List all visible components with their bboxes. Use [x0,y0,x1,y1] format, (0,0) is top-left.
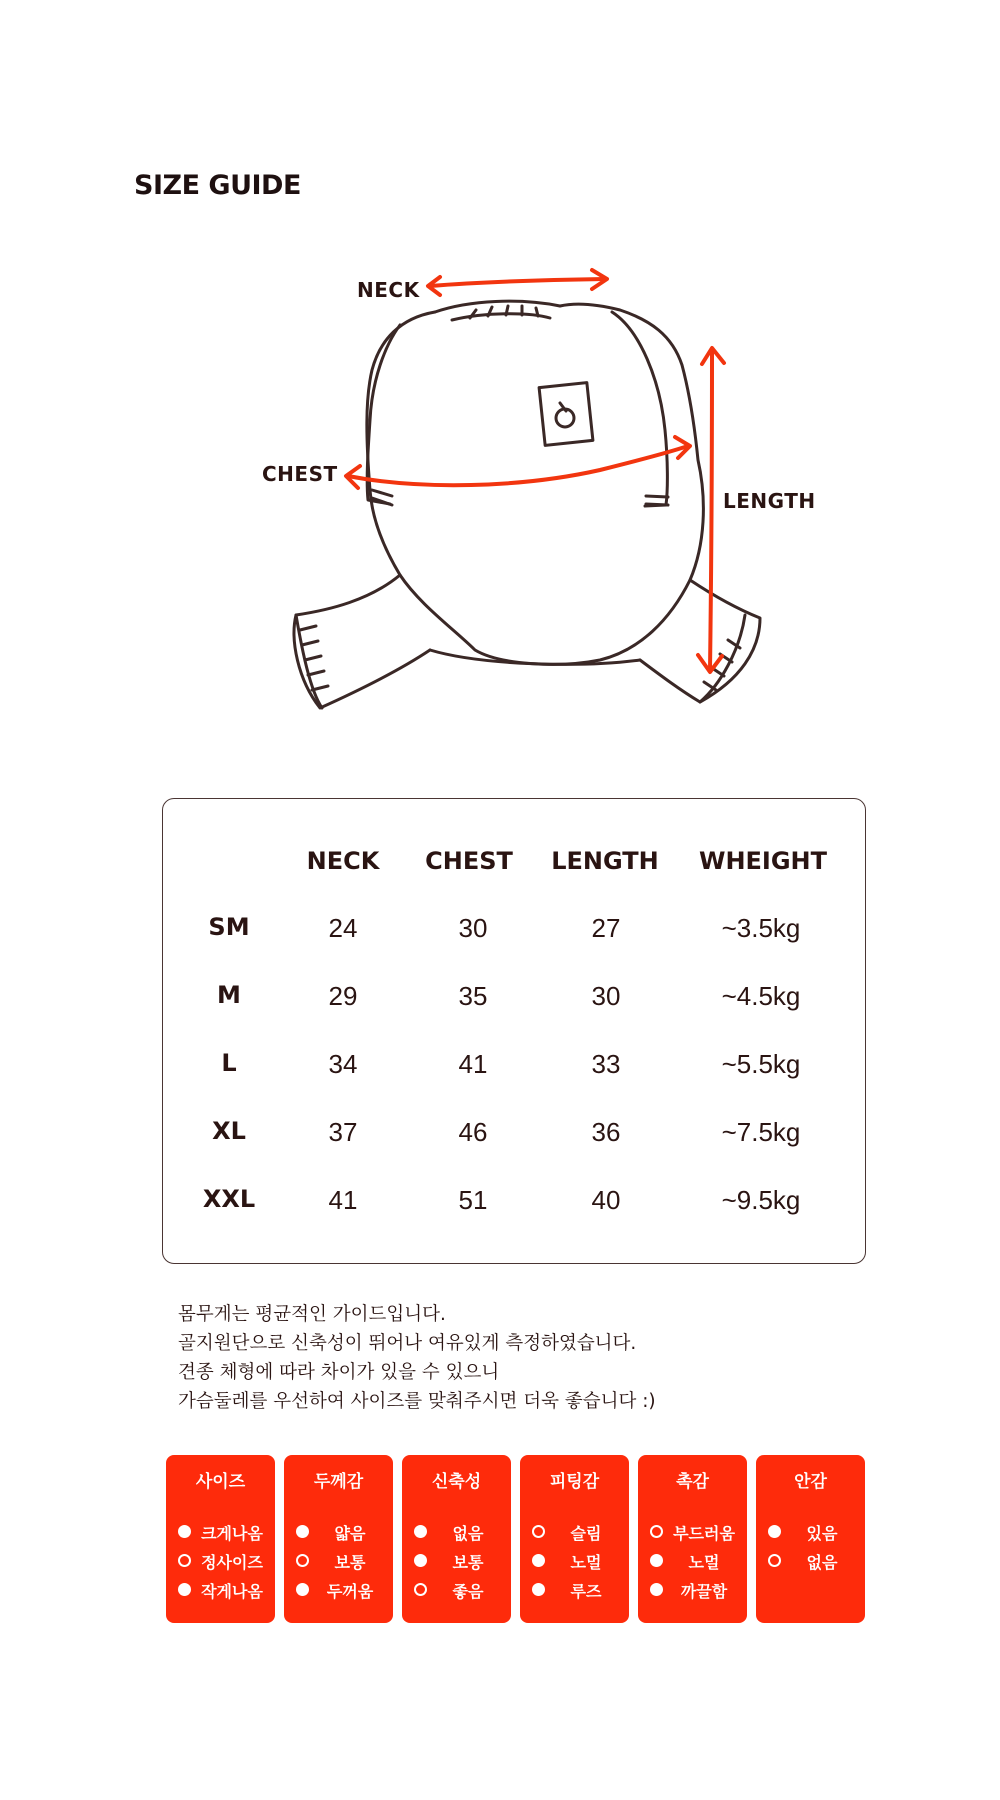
filled-circle-icon [296,1525,309,1538]
chest-value: 30 [458,913,488,943]
filled-circle-icon [178,1525,191,1538]
weight-value: ~5.5kg [721,1049,801,1079]
filled-circle-icon [650,1554,663,1567]
filled-circle-icon [178,1583,191,1596]
attribute-card-title: 신축성 [431,1472,482,1492]
table-row [163,981,865,1021]
attribute-option-label: 없음 [452,1524,484,1543]
length-label: LENGTH [723,489,816,513]
attribute-option-label: 얇음 [334,1524,366,1543]
attribute-option-label: 슬림 [570,1524,602,1543]
note-line: 가슴둘레를 우선하여 사이즈를 맞춰주시면 더욱 좋습니다 :) [178,1391,656,1412]
attribute-card-lining [756,1455,865,1623]
size-label: XXL [202,1185,256,1213]
neck-arrow [430,279,605,286]
neck-value: 34 [328,1049,358,1079]
attribute-option-label: 보통 [452,1553,484,1572]
empty-circle-icon [296,1554,309,1567]
attribute-option [178,1550,270,1572]
attribute-card-stretch [402,1455,511,1623]
length-value: 33 [591,1049,621,1079]
chest-label: CHEST [262,462,338,486]
attribute-option-label: 두꺼움 [326,1582,374,1601]
attribute-option [296,1579,388,1601]
size-table [162,798,866,1264]
attribute-option [414,1550,506,1572]
size-label: L [221,1049,237,1077]
empty-circle-icon [768,1554,781,1567]
attribute-card-title: 두께감 [313,1472,364,1492]
neck-label: NECK [357,278,420,302]
attribute-card-title: 피팅감 [549,1472,600,1492]
attribute-card-size-fit [166,1455,275,1623]
size-notes [178,1300,878,1416]
weight-value: ~3.5kg [721,913,801,943]
column-header-neck: NECK [306,847,380,875]
neck-value: 37 [328,1117,358,1147]
attribute-card-thickness [284,1455,393,1623]
neck-value: 41 [328,1185,358,1215]
table-row [163,1185,865,1225]
column-header-weight: WHEIGHT [698,847,828,875]
attribute-option-label: 정사이즈 [201,1553,263,1572]
attribute-option-label: 없음 [806,1553,838,1572]
length-arrow [710,350,712,670]
attribute-option-label: 있음 [806,1524,838,1543]
garment-diagram [0,0,1000,760]
filled-circle-icon [532,1554,545,1567]
garment-sketch [294,301,760,708]
attribute-option [178,1579,270,1601]
attribute-option [178,1521,270,1543]
attribute-option [414,1579,506,1601]
attribute-option [414,1521,506,1543]
attribute-option-label: 루즈 [570,1582,602,1601]
neck-value: 24 [328,913,358,943]
empty-circle-icon [414,1583,427,1596]
note-line: 몸무게는 평균적인 가이드입니다. [178,1304,446,1325]
empty-circle-icon [650,1525,663,1538]
weight-value: ~4.5kg [721,981,801,1011]
attribute-option [532,1521,624,1543]
neck-value: 29 [328,981,358,1011]
note-line: 견종 체형에 따라 차이가 있을 수 있으니 [178,1362,500,1383]
attribute-option-label: 노멀 [570,1553,602,1572]
column-header-chest: CHEST [425,847,513,875]
attribute-option [768,1550,860,1572]
length-value: 40 [591,1185,621,1215]
weight-value: ~9.5kg [721,1185,801,1215]
attribute-option-label: 부드러움 [673,1524,735,1543]
attribute-option [650,1579,742,1601]
size-label: M [217,981,241,1009]
attribute-option [532,1550,624,1572]
filled-circle-icon [768,1525,781,1538]
column-header-length: LENGTH [551,847,659,875]
length-value: 36 [591,1117,621,1147]
attribute-option-label: 작게나옴 [201,1582,263,1601]
weight-value: ~7.5kg [721,1117,801,1147]
length-value: 27 [591,913,621,943]
filled-circle-icon [650,1583,663,1596]
attribute-option-label: 크게나옴 [201,1524,263,1543]
attribute-option-label: 까끌함 [680,1582,728,1601]
attribute-option [650,1521,742,1543]
size-label: SM [208,913,250,941]
page-title: SIZE GUIDE [134,170,301,201]
size-label: XL [212,1117,246,1145]
filled-circle-icon [414,1554,427,1567]
length-value: 30 [591,981,621,1011]
filled-circle-icon [414,1525,427,1538]
chest-value: 35 [458,981,488,1011]
attribute-option-label: 노멀 [688,1553,720,1572]
chest-value: 41 [458,1049,488,1079]
attribute-option [296,1521,388,1543]
attribute-card-texture [638,1455,747,1623]
empty-circle-icon [178,1554,191,1567]
note-line: 골지원단으로 신축성이 뛰어나 여유있게 측정하였습니다. [178,1333,637,1354]
table-row [163,1049,865,1089]
table-row [163,1117,865,1157]
attribute-card-fitting [520,1455,629,1623]
attribute-option [532,1579,624,1601]
filled-circle-icon [532,1583,545,1596]
chest-arrow [348,446,688,485]
attribute-option-label: 좋음 [452,1582,484,1601]
attribute-option [650,1550,742,1572]
attribute-card-title: 촉감 [676,1472,709,1492]
filled-circle-icon [296,1583,309,1596]
attribute-option-label: 보통 [334,1553,366,1572]
attribute-card-title: 안감 [794,1472,827,1492]
empty-circle-icon [532,1525,545,1538]
attribute-card-title: 사이즈 [195,1472,246,1492]
fabric-attributes [166,1455,866,1623]
chest-value: 46 [458,1117,488,1147]
attribute-option [768,1521,860,1543]
table-row [163,913,865,953]
attribute-option [296,1550,388,1572]
chest-value: 51 [458,1185,488,1215]
